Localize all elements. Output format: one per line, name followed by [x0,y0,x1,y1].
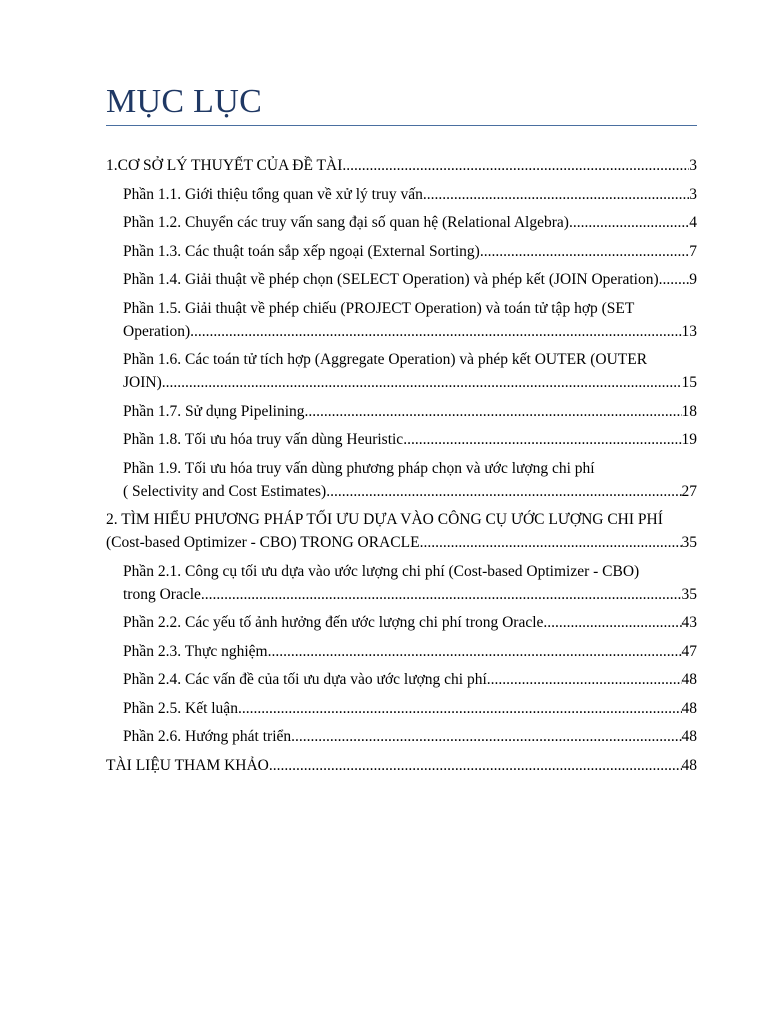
toc-entry-label: 1.CƠ SỞ LÝ THUYẾT CỦA ĐỀ TÀI [106,157,343,174]
toc-entry-line [123,400,697,423]
toc-entry-line [106,531,697,554]
toc-entry-text: Phần 1.9. Tối ưu hóa truy vấn dùng phương pháp chọn và ước lượng chi phí [123,459,595,477]
toc-entry-text: Phần 2.1. Công cụ tối ưu dựa vào ước lượng chi phí (Cost-based Optimizer - CBO) [123,562,640,580]
toc-entry-line [123,183,697,206]
toc-entry[interactable] [106,640,697,663]
toc-page-number: 48 [681,699,697,717]
toc-entry-line [106,154,697,177]
toc-page-number: 9 [689,271,697,288]
toc-entry-leader [123,320,682,343]
toc-page-number: 27 [681,482,697,500]
toc-entry-text: Phần 1.5. Giải thuật về phép chiếu (PROJECT Operation) và toán tử tập hợp (SET [123,299,635,317]
toc-entry-label: Phần 2.5. Kết luận [123,699,238,717]
toc-page-number: 35 [681,534,697,551]
toc-entry[interactable] [106,154,697,177]
toc-entry-line [123,583,697,606]
toc-entry[interactable] [106,697,697,720]
toc-entry-leader [123,371,682,394]
toc-entry[interactable] [106,611,697,634]
toc-entry-line [106,754,697,777]
toc-page-number: 18 [681,402,697,420]
toc-entry-label: TÀI LIỆU THAM KHẢO [106,756,269,774]
dot-leader [480,243,689,260]
toc-entry-line [123,480,697,503]
toc-title: MỤC LỤC [106,83,263,120]
toc-entry-leader [123,428,682,451]
toc-entry-label: Phần 1.4. Giải thuật về phép chọn (SELECT Operation) và phép kết (JOIN Operation) [123,271,659,288]
toc-page-number: 43 [681,614,697,631]
toc-entry-line [123,697,697,720]
toc-entry[interactable] [106,508,697,554]
toc-entry-label: (Cost-based Optimizer - CBO) TRONG ORACLE [106,534,420,551]
toc-entry-label: Phần 1.3. Các thuật toán sắp xếp ngoại (External Sorting) [123,242,480,260]
toc-entry-label: Phần 2.3. Thực nghiệm [123,642,268,660]
dot-leader [201,586,682,603]
dot-leader [326,483,681,500]
dot-leader [423,186,689,203]
toc-entry[interactable] [106,725,697,748]
toc-entry-line [123,725,697,748]
toc-page-number: 48 [681,671,697,688]
toc-entry-label: Phần 1.7. Sử dụng Pipelining [123,402,305,420]
toc-entry-leader [123,268,689,291]
toc-page-number: 3 [689,157,697,174]
toc-entry-label: Phần 1.8. Tối ưu hóa truy vấn dùng Heuristic [123,431,404,448]
toc-page-number: 13 [681,322,697,340]
toc-page-number: 4 [689,214,697,231]
toc-entry-text: Phần 1.6. Các toán tử tích hợp (Aggregate Operation) và phép kết OUTER (OUTER [123,351,648,368]
toc-entry-leader [123,611,682,634]
toc-page-number: 7 [689,242,697,260]
dot-leader [342,157,689,174]
toc-entry-leader [123,480,682,503]
dot-leader [238,700,682,717]
toc-entry-line [123,371,697,394]
toc-entry[interactable] [106,457,697,503]
toc-entry-label: Phần 1.1. Giới thiệu tổng quan về xử lý truy vấn [123,185,423,203]
toc-entry-label: JOIN) [123,374,162,391]
toc-page-number: 48 [681,756,697,774]
toc-entry[interactable] [106,183,697,206]
toc-entry-line [123,268,697,291]
toc-page-number: 48 [681,728,697,745]
toc-entry[interactable] [106,560,697,606]
toc-entry[interactable] [106,400,697,423]
toc-entry[interactable] [106,668,697,691]
dot-leader [569,214,689,231]
toc-entry[interactable] [106,268,697,291]
toc-entry-line [123,428,697,451]
dot-leader [543,614,681,631]
toc-entry-leader [123,697,682,720]
toc-entry-line [123,640,697,663]
toc-page-number: 19 [681,431,697,448]
toc-entry[interactable] [106,348,697,394]
table-of-contents [106,154,697,782]
toc-page-number: 47 [681,642,697,660]
dot-leader [420,534,682,551]
toc-entry-leader [123,183,689,206]
toc-entry-leader [123,211,689,234]
toc-entry-label: Operation) [123,322,191,340]
toc-entry[interactable] [106,428,697,451]
toc-entry[interactable] [106,211,697,234]
toc-entry-leader [123,668,682,691]
toc-entry-line [123,668,697,691]
toc-entry-leader [106,531,682,554]
toc-page-number: 15 [681,374,697,391]
toc-entry-leader [106,754,682,777]
toc-entry-leader [123,725,682,748]
toc-entry-line [123,240,697,263]
toc-page-number: 35 [681,585,697,603]
dot-leader [659,271,690,288]
toc-entry-label: Phần 2.6. Hướng phát triển [123,728,292,745]
toc-entry-leader [123,640,682,663]
dot-leader [190,323,681,340]
toc-entry-leader [123,400,682,423]
toc-entry-label: Phần 2.2. Các yếu tố ảnh hưởng đến ước lượng chi phí trong Oracle [123,614,544,631]
toc-entry-text: 2. TÌM HIỂU PHƯƠNG PHÁP TỐI ƯU DỰA VÀO CÔNG CỤ ƯỚC LƯỢNG CHI PHÍ [106,511,663,528]
dot-leader [162,374,682,391]
toc-entry[interactable] [106,240,697,263]
toc-entry[interactable] [106,297,697,343]
title-underline [106,125,697,126]
toc-entry-label: trong Oracle [123,585,201,603]
toc-entry-label: Phần 2.4. Các vấn đề của tối ưu dựa vào ước lượng chi phí [123,671,487,688]
dot-leader [305,403,682,420]
dot-leader [269,757,682,774]
toc-entry-leader [106,154,689,177]
toc-entry-leader [123,583,682,606]
toc-page-number: 3 [689,185,697,203]
toc-entry-line [123,211,697,234]
toc-entry-leader [123,240,689,263]
dot-leader [291,728,681,745]
dot-leader [487,671,682,688]
toc-entry[interactable] [106,754,697,777]
toc-entry-label: Phần 1.2. Chuyển các truy vấn sang đại số quan hệ (Relational Algebra) [123,214,569,231]
toc-entry-line [123,611,697,634]
toc-entry-line [123,320,697,343]
dot-leader [268,643,682,660]
toc-entry-label: ( Selectivity and Cost Estimates) [123,482,327,500]
dot-leader [403,431,681,448]
